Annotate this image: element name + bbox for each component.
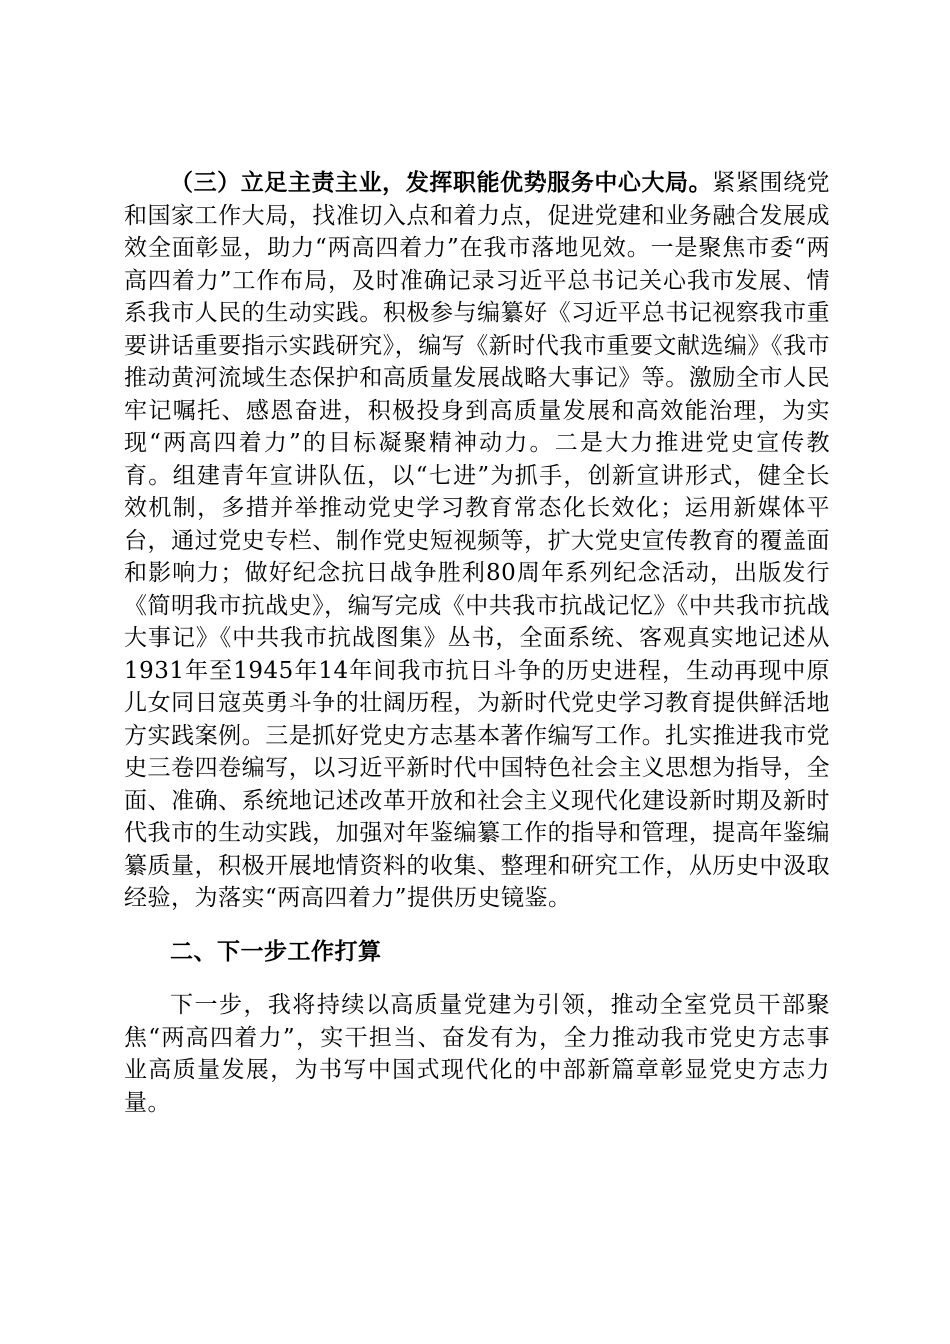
section-three-lead: （三）立足主责主业，发挥职能优势服务中心大局。 bbox=[170, 169, 713, 196]
next-steps-paragraph: 下一步，我将持续以高质量党建为引领，推动全室党员干部聚焦“两高四着力”，实干担当、奋发有为，全力推动我市党史方志事业高质量发展，为书写中国式现代化的中部新篇章彰显党史方志力量。 bbox=[124, 992, 830, 1116]
section-two-heading: 二、下一步工作打算 bbox=[170, 937, 382, 965]
section-three-body: 紧紧围绕党和国家工作大局，找准切入点和着力点，促进党建和业务融合发展成效全面彰显，助力“两高四着力”在我市落地见效。一是聚焦市委“两高四着力”工作布局，及时准确记录习近平总书记关心我市发展、情系我市人民的生动实践。积极参与编纂好《习近平总书记视察我市重要讲话重要指示实践研究》，编写《新时代我市重要文献选编》《我市推动黄河流域生态保护和高质量发展战略大事记》等。激励全市人民牢记嘱托、感恩奋进，积极投身到高质量发展和高效能治理，为实现“两高四着力”的目标凝聚精神动力。二是大力推进党史宣传教育。组建青年宣讲队伍，以“七进”为抓手，创新宣讲形式，健全长效机制，多措并举推动党史学习教育常态化长效化；运用新媒体平台，通过党史专栏、制作党史短视频等，扩大党史宣传教育的覆盖面和影响力；做好纪念抗日战争胜利80周年系列纪念活动，出版发行《简明我市抗战史》，编写完成《中共我市抗战记忆》《中共我市抗战大事记》《中共我市抗战图集》丛书，全面系统、客观真实地记述从1931年至1945年14年间我市抗日斗争的历史进程，生动再现中原儿女同日寇英勇斗争的壮阔历程，为新时代党史学习教育提供鲜活地方实践案例。三是抓好党史方志基本著作编写工作。扎实推进我市党史三卷四卷编写，以习近平新时代中国特色社会主义思想为指导，全面、准确、系统地记述改革开放和社会主义现代化建设新时期及新时代我市的生动实践，加强对年鉴编纂工作的指导和管理，提高年鉴编纂质量，积极开展地情资料的收集、整理和研究工作，从历史中汲取经验，为落实“两高四着力”提供历史镜鉴。 bbox=[124, 170, 831, 911]
section-three-paragraph bbox=[124, 167, 830, 915]
document-page bbox=[124, 167, 830, 1119]
